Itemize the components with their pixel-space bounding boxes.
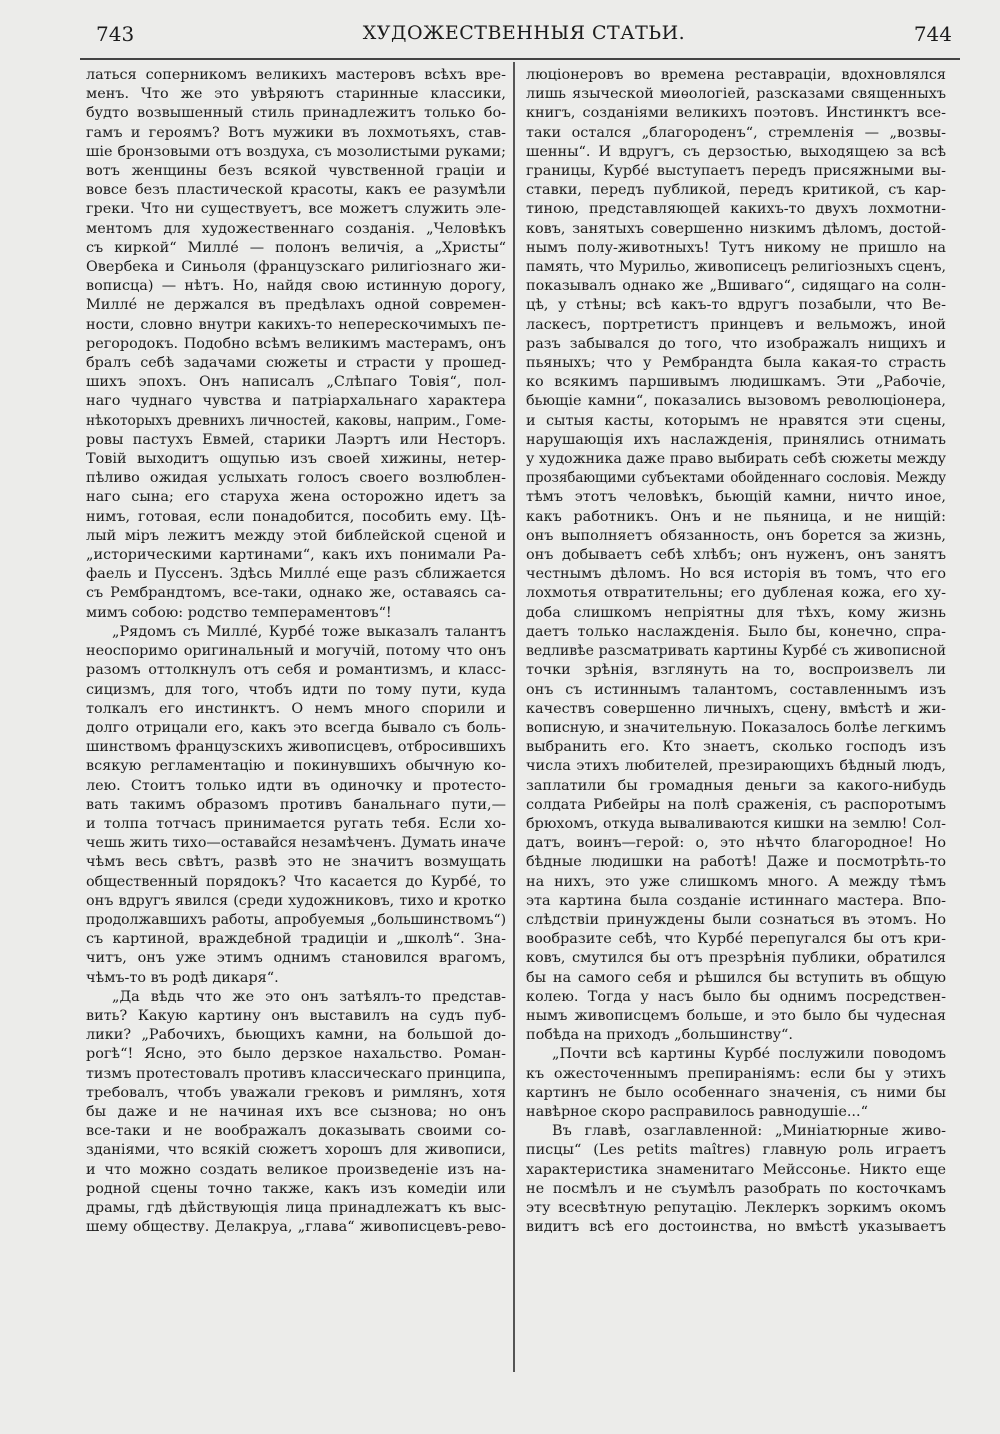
text-line: зданіями, что всякій сюжетъ хорошъ для живописи, [86, 1142, 506, 1159]
text-line: лею. Стоитъ только идти въ одиночку и протесто- [86, 777, 506, 794]
text-line: долго отрицали его, какъ это всегда бывало съ боль- [86, 719, 506, 736]
text-line: брюхомъ, откуда вываливаются кишки на землю! Сол- [526, 815, 946, 832]
text-line: датъ, воинъ—герой: о, это нѣчто благородное! Но [526, 835, 946, 852]
text-line: и толпа тотчасъ принимается ругать тебя. Если хо- [86, 815, 506, 832]
text-line: чѣмъ-то въ родѣ дикаря“. [86, 969, 279, 986]
text-line: границы, Курбé выступаетъ передъ присяжными вы- [526, 163, 946, 180]
text-line: вовсе безъ пластической красоты, какъ ее разумѣли [86, 182, 506, 199]
text-line: наго чуднаго чувства и патріархальнаго характера [86, 393, 506, 410]
text-line: и что можно создать великое произведеніе изъ на- [86, 1161, 506, 1178]
text-line: шихъ эпохъ. Онъ написалъ „Слѣпаго Товія“, пол- [86, 374, 506, 391]
running-title: ХУДОЖЕСТВЕННЫЯ СТАТЬИ. [362, 22, 686, 44]
text-line: шенны“. И вдругъ, съ дерзостью, выходящею за всѣ [526, 143, 946, 160]
text-line: на нихъ, это уже слишкомъ много. А между тѣмъ [526, 873, 946, 890]
text-line: ментомъ для художественнаго созданія. „Человѣкъ [86, 220, 506, 237]
text-line: таки остался „благороденъ“, стремленія — „возвы- [526, 124, 946, 141]
text-line: цѣ, у стѣны; всѣ какъ-то вдругъ позабыли, что Ве- [526, 297, 946, 314]
header-rule [80, 58, 960, 60]
text-line: побѣда на приходъ „большинству“. [526, 1027, 793, 1044]
text-line: „Да вѣдь что же это онъ затѣялъ-то представ- [112, 988, 506, 1005]
text-line: Въ главѣ, озаглавленной: „Миніатюрные живо- [552, 1123, 946, 1140]
text-line: доба слишкомъ непріятны для тѣхъ, кому жизнь [526, 604, 946, 621]
left-column [86, 66, 506, 1426]
text-line: къ ожесточеннымъ препираніямъ: если бы у этихъ [526, 1065, 946, 1082]
text-line: будто возвышенный стиль принадлежитъ только бо- [86, 105, 506, 122]
text-line: тѣмъ этотъ человѣкъ, бьющій камни, ничто иное, [526, 489, 946, 506]
text-line: бы даже и не начиная ихъ все сызнова; но онъ [86, 1103, 506, 1120]
text-line: фаель и Пуссенъ. Здѣсь Миллé еще разъ сближается [86, 566, 506, 583]
text-line: Миллé не держался въ предѣлахъ одной современ- [86, 297, 506, 314]
text-line: выбранить его. Кто знаетъ, сколько господъ изъ [526, 739, 946, 756]
text-line: шему обществу. Делакруа, „глава“ живописцевъ-рево- [86, 1219, 506, 1236]
text-line: книгъ, созданіями великихъ поэтовъ. Инстинктъ все- [526, 105, 946, 122]
text-line: толкалъ его инстинктъ. О немъ много спорили и [86, 700, 506, 717]
text-line: продолжавшихъ работы, апробуемыя „большинствомъ“) [86, 911, 506, 928]
text-line: у художника даже право выбирать себѣ сюжеты между [526, 451, 946, 468]
text-line: не посмѣлъ и не съумѣлъ разобрать по косточкамъ [526, 1180, 946, 1197]
text-line: онъ съ истиннымъ талантомъ, составленнымъ изъ [526, 681, 946, 698]
text-line: тиною, представляющей какихъ-то двухъ лохмотни- [526, 201, 946, 218]
text-line: качествъ совершенно личныхъ, сцену, вмѣстѣ и жи- [526, 700, 946, 717]
text-line: Овербека и Синьоля (французскаго рилигіознаго жи- [86, 259, 506, 276]
page-number-right: 744 [913, 22, 952, 46]
text-line: наго сына; его старуха жена осторожно идетъ за [86, 489, 506, 506]
text-line: шіе бронзовыми отъ воздуха, съ мозолистыми руками; [86, 143, 506, 160]
text-line: гамъ и героямъ? Вотъ мужики въ лохмотьяхъ, став- [86, 124, 506, 141]
text-line: пьяныхъ; что у Рембрандта была какая-то страсть [526, 355, 946, 372]
text-line: ко всякимъ паршивымъ людишкамъ. Эти „Рабочіе, [526, 374, 946, 391]
text-line: слѣдствіи принуждены были сознаться въ этомъ. Но [526, 911, 946, 928]
text-line: онъ вдругъ явился (среди художниковъ, тихо и кротко [86, 892, 506, 909]
text-line: числа этихъ любителей, презирающихъ бѣдный людъ, [526, 758, 946, 775]
text-line: разъ забывался до того, что изображалъ нищихъ и [526, 335, 946, 352]
text-line: чѣмъ весь свѣтъ, развѣ это не значитъ возмущать [86, 854, 506, 871]
text-line: эту всесвѣтную репутацію. Леклеркъ зоркимъ окомъ [526, 1199, 946, 1216]
text-line: лый міръ лежитъ между этой библейской сценой и [86, 527, 506, 544]
text-line: бы на самого себя и рѣшился бы вступить въ общую [526, 969, 946, 986]
text-line: „историческими картинами“, какъ ихъ понимали Ра- [86, 547, 506, 564]
text-line: даетъ только наслажденія. Было бы, конечно, спра- [526, 623, 946, 640]
text-line: видитъ всѣ его достоинства, но вмѣстѣ указываетъ [526, 1219, 946, 1236]
page-number-left: 743 [96, 22, 135, 46]
text-line: нимъ, готовая, если понадобится, пособить ему. Цѣ- [86, 508, 506, 525]
text-line: бралъ себѣ задачами сюжеты и страсти у прошед- [86, 355, 506, 372]
text-line: память, что Мурильо, живописецъ религіозныхъ сценъ, [526, 259, 946, 276]
text-line: точки зрѣнія, взглянуть на то, воспроизвелъ ли [526, 662, 946, 679]
text-line: и сытыя касты, которымъ не нравятся эти сцены, [526, 412, 946, 429]
text-line: нымъ полу-животныхъ! Тутъ никому не пришло на [526, 239, 946, 256]
text-line: пѣливо ожидая услыхать голосъ своего возлюблен- [86, 470, 506, 487]
text-line: характеристика знаменитаго Мейссонье. Никто еще [526, 1161, 946, 1178]
text-line: общественный порядокъ? Что касается до Курбé, то [86, 873, 506, 890]
text-line: съ картиной, враждебной традиціи и „школѣ“. Зна- [86, 931, 506, 948]
text-line: эта картина была созданіе истиннаго мастера. Впо- [526, 892, 946, 909]
text-line: менъ. Что же это увѣряютъ старинные классики, [86, 86, 506, 103]
text-line: требовалъ, чтобъ уважали грековъ и римлянъ, хотя [86, 1084, 506, 1101]
text-line: ковъ, смутился бы отъ презрѣнія публики, обратился [526, 950, 946, 967]
text-line: рогѣ“! Ясно, это было дерзкое нахальство. Роман- [86, 1046, 506, 1063]
text-line: вотъ женщины безъ всякой чувственной граціи и [86, 163, 506, 180]
text-line: ласкесъ, портретистъ принцевъ и вельможъ, иной [526, 316, 946, 333]
right-column [526, 66, 946, 1426]
text-line: писцы“ (Les petits maîtres) главную роль играетъ [526, 1142, 946, 1159]
text-line: ведливѣе разсматривать картины Курбé съ живописной [526, 643, 946, 660]
text-line: ровы пастухъ Евмей, старики Лаэртъ или Несторъ. [86, 431, 506, 448]
text-line: лики? „Рабочихъ, бьющихъ камни, на большой до- [86, 1027, 506, 1044]
text-line: навѣрное скоро расправилось равнодушіе...“ [526, 1103, 868, 1120]
text-line: колею. Тогда у насъ было бы однимъ посредствен- [526, 988, 946, 1005]
text-line: „Рядомъ съ Миллé, Курбé тоже выказалъ талантъ [112, 623, 506, 640]
text-line: ковъ, занятыхъ совершенно низкимъ дѣломъ, достой- [526, 220, 946, 237]
text-line: вообразите себѣ, что Курбé перепугался бы отъ кри- [526, 931, 946, 948]
text-line: все-таки и не воображалъ доказывать своими со- [86, 1123, 506, 1140]
text-line: нарушающія ихъ наслажденія, принялись отнимать [526, 431, 946, 448]
text-line: всякую регламентацію и покинувшихъ обычную ко- [86, 758, 506, 775]
text-line: тизмъ протестовалъ противъ классическаго принципа, [86, 1065, 506, 1082]
text-line: неоспоримо оригинальный и могучій, потому что онъ [86, 643, 506, 660]
text-line: сицизмъ, для того, чтобъ идти по тому пути, куда [86, 681, 506, 698]
text-line: латься соперникомъ великихъ мастеровъ всѣхъ вре- [86, 67, 506, 83]
text-line: вописную, и значительную. Показалось болѣе легкимъ [526, 719, 946, 736]
text-line: заплатили бы громадныя деньги за какого-нибудь [526, 777, 946, 794]
text-line: чешь жить тихо—оставайся незамѣченъ. Думать иначе [86, 835, 506, 852]
text-line: онъ добываетъ себѣ хлѣбъ; онъ нуженъ, онъ занятъ [526, 547, 946, 564]
text-line: солдата Рибейры на полѣ сраженія, съ распоротымъ [526, 796, 946, 813]
text-line: нѣкоторыхъ древнихъ личностей, каковы, наприм., Гоме- [86, 412, 506, 429]
text-line: показывалъ однако же „Вшиваго“, сидящаго на солн- [526, 278, 946, 295]
text-line: разомъ оттолкнулъ отъ себя и романтизмъ, и класс- [86, 662, 506, 679]
text-line: греки. Что ни существуетъ, все можетъ служить эле- [86, 201, 506, 218]
text-line: вить? Какую картину онъ выставилъ на судъ пуб- [86, 1007, 506, 1024]
text-line: картинъ не было особеннаго значенія, съ ними бы [526, 1084, 946, 1101]
text-line: „Почти всѣ картины Курбé послужили поводомъ [552, 1046, 946, 1063]
column-divider [513, 62, 515, 1372]
text-line: прозябающими субъектами обойденнаго сословія. Между [526, 470, 946, 487]
text-line: бѣдные людишки на работѣ! Даже и посмотрѣть-то [526, 854, 946, 871]
text-line: бьющіе камни“, показались вызовомъ революціонера, [526, 393, 946, 410]
text-line: Товій выходитъ ощупью изъ своей хижины, нетер- [86, 451, 506, 468]
text-line: какъ работникъ. Онъ и не пьяница, и не нищій: [526, 508, 946, 525]
text-line: съ Рембрандтомъ, все-таки, однако же, оставаясь са- [86, 585, 506, 602]
text-line: онъ выполняетъ обязанность, онъ борется за жизнь, [526, 527, 946, 544]
text-line: родной сцены точно также, какъ изъ комедіи или [86, 1180, 506, 1197]
text-line: регородокъ. Подобно всѣмъ великимъ мастерамъ, онъ [86, 335, 506, 352]
text-line: лишь языческой миѳологіей, разсказами священныхъ [526, 86, 946, 103]
text-line: мимъ собою: родство темпераментовъ“! [86, 604, 392, 621]
text-line: шинствомъ французскихъ живописцевъ, отбросившихъ [86, 739, 506, 756]
text-line: честнымъ дѣломъ. Но вся исторія въ томъ, что его [526, 566, 946, 583]
text-line: съ киркой“ Миллé — полонъ величія, а „Христы“ [86, 239, 506, 256]
text-line: ности, словно внутри какихъ-то неперескочимыхъ пе- [86, 316, 506, 333]
text-line: люціонеровъ во времена реставраціи, вдохновлялся [526, 67, 946, 83]
running-header [96, 22, 952, 52]
text-line: читъ, онъ уже этимъ однимъ становился врагомъ, [86, 950, 506, 967]
text-line: вописца) — нѣтъ. Но, найдя свою истинную дорогу, [86, 278, 506, 295]
text-line: вать такимъ образомъ противъ банальнаго пути,— [86, 796, 506, 813]
text-line: драмы, гдѣ дѣйствующія лица принадлежатъ къ выс- [86, 1199, 506, 1216]
text-line: ставки, передъ публикой, передъ критикой, съ кар- [526, 182, 946, 199]
text-line: лохмотья отвратительны; его дубленая кожа, его ху- [526, 585, 946, 602]
text-line: нымъ живописцемъ больше, и это было бы чудесная [526, 1007, 946, 1024]
